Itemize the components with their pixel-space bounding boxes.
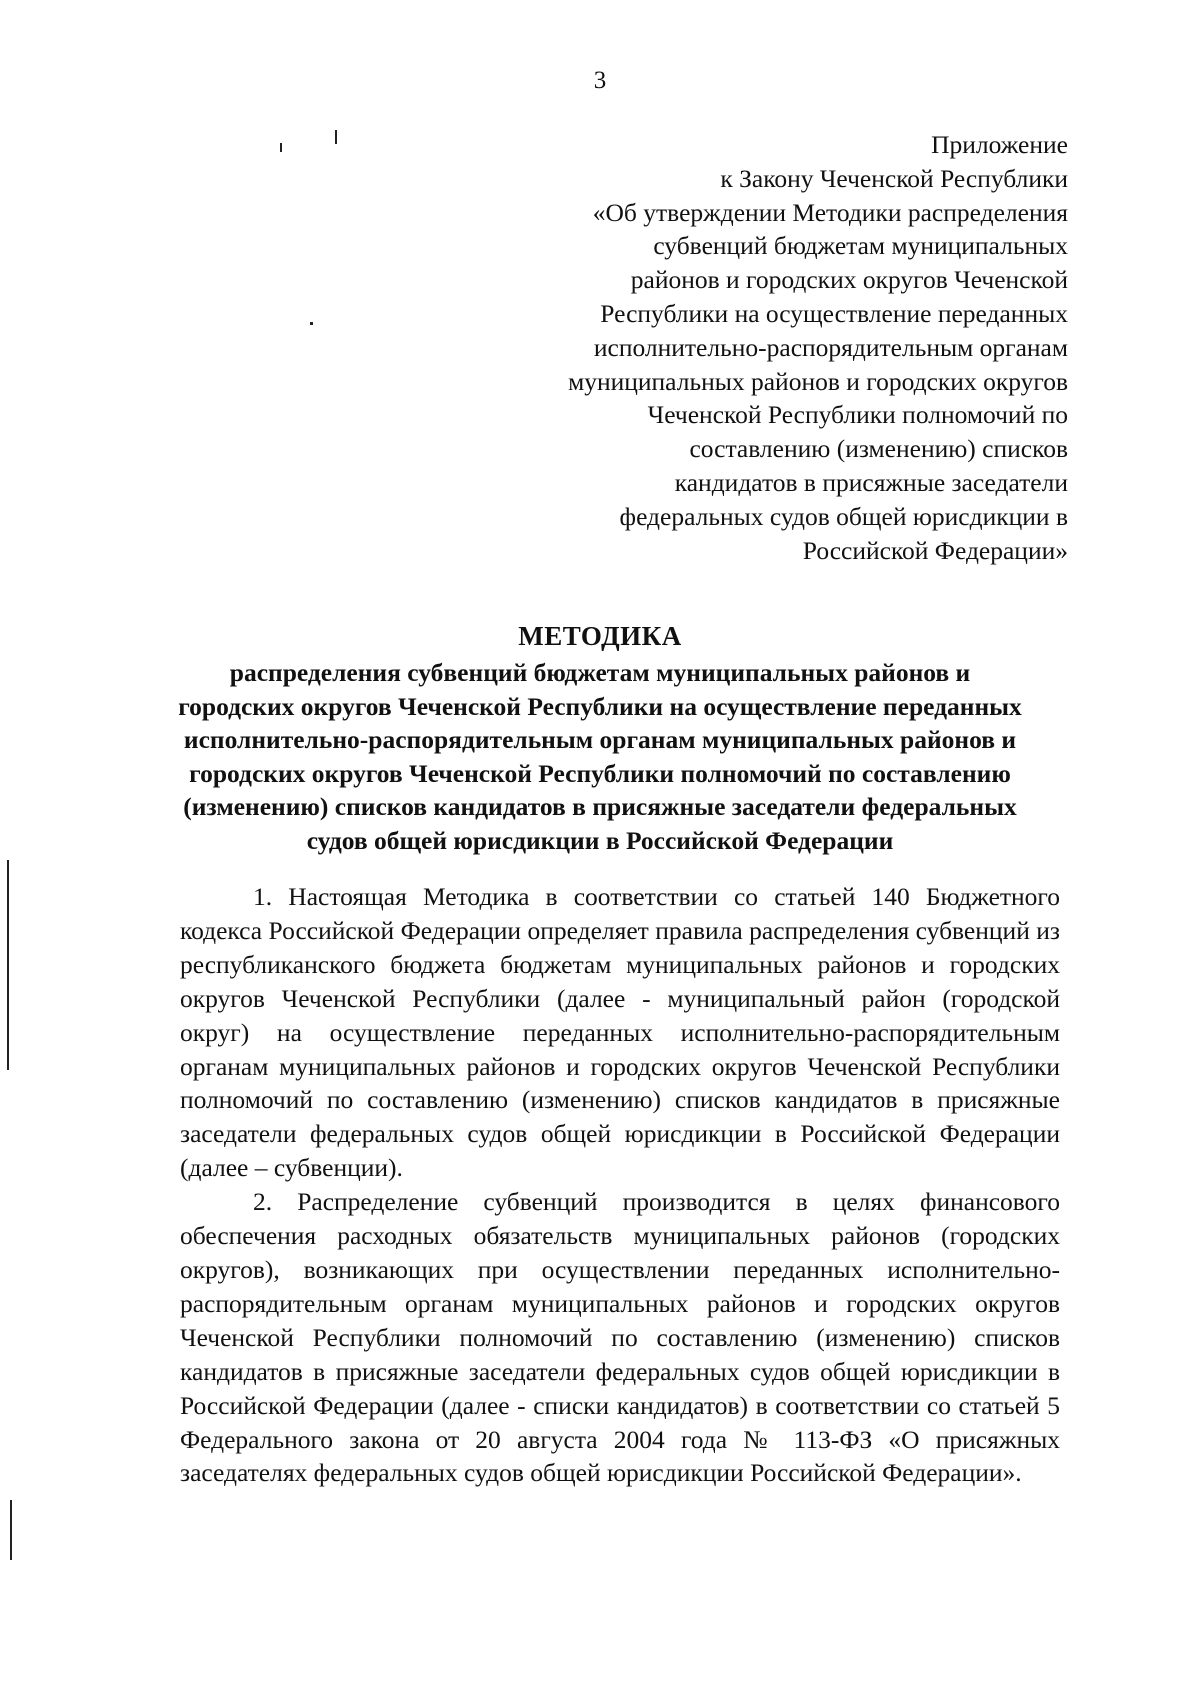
appendix-line: исполнительно-распорядительным органам [593,332,1068,362]
appendix-line: кандидатов в присяжные заседатели [674,467,1068,497]
subtitle-line: городских округов Чеченской Республики на осуществление переданных [178,691,1022,721]
appendix-line: субвенций бюджетам муниципальных [653,231,1068,261]
appendix-line: Приложение [931,130,1068,159]
appendix-line: к Закону Чеченской Республики [720,163,1068,193]
subtitle-line: (изменению) списков кандидатов в присяжные заседатели федеральных [183,792,1017,822]
paragraph-1: 1. Настоящая Методика в соответствии со статьей 140 Бюджетного кодекса Российской Федерации определяет правила распределения субвенций из республиканского бюджета бюджетам муниципальных районов и городских округов Чеченской Республики (далее - муниципальный район (городской округ) на осуществление переданных исполнительно-распорядительным органам муниципальных районов и городских округов Чеченской Республики полномочий по составлению (изменению) списков кандидатов в присяжные заседатели федеральных судов общей юрисдикции в Российской Федерации (далее – субвенции). [180,882,1060,1183]
appendix-line: Республики на осуществление переданных [600,298,1068,328]
document-title: МЕТОДИКА [518,621,682,651]
appendix-line: муниципальных районов и городских округов [568,366,1068,396]
subtitle-line: распределения субвенций бюджетам муниципальных районов и [229,658,971,687]
scan-artifact [10,1500,12,1560]
appendix-line: составлению (изменению) списков [689,434,1068,464]
subtitle-line: городских округов Чеченской Республики полномочий по составлению [189,758,1011,788]
paragraph-2: 2. Распределение субвенций производится в целях финансового обеспечения расходных обязательств муниципальных районов (городских округов), возникающих при осуществлении переданных исполнительно-распорядительным органам муниципальных районов и городских округов Чеченской Республики полномочий по составлению (изменению) списков кандидатов в присяжные заседатели федеральных судов общей юрисдикции в Российской Федерации (далее - списки кандидатов) в соответствии со статьей 5 Федерального закона от 20 августа 2004 года № 113-ФЗ «О присяжных заседателях федеральных судов общей юрисдикции Российской Федерации». [180,1187,1060,1488]
scan-artifact [335,130,337,144]
scan-artifact [310,322,313,325]
subtitle-line: исполнительно-распорядительным органам муниципальных районов и [183,725,1017,755]
appendix-block [508,128,1068,567]
scan-artifact [7,860,9,1070]
appendix-line: районов и городских округов Чеченской [630,265,1068,295]
appendix-line: Чеченской Республики полномочий по [647,400,1068,430]
appendix-line: «Об утверждении Методики распределения [592,197,1068,227]
subtitle-line: судов общей юрисдикции в Российской Федерации [306,825,894,855]
document-title-block [150,618,1050,858]
appendix-line: федеральных судов общей юрисдикции в [619,501,1068,531]
document-subtitle [150,656,1050,858]
document-body [180,880,1060,1490]
page-number: 3 [593,67,607,94]
scan-artifact [280,143,282,152]
appendix-line: Российской Федерации» [802,535,1068,565]
